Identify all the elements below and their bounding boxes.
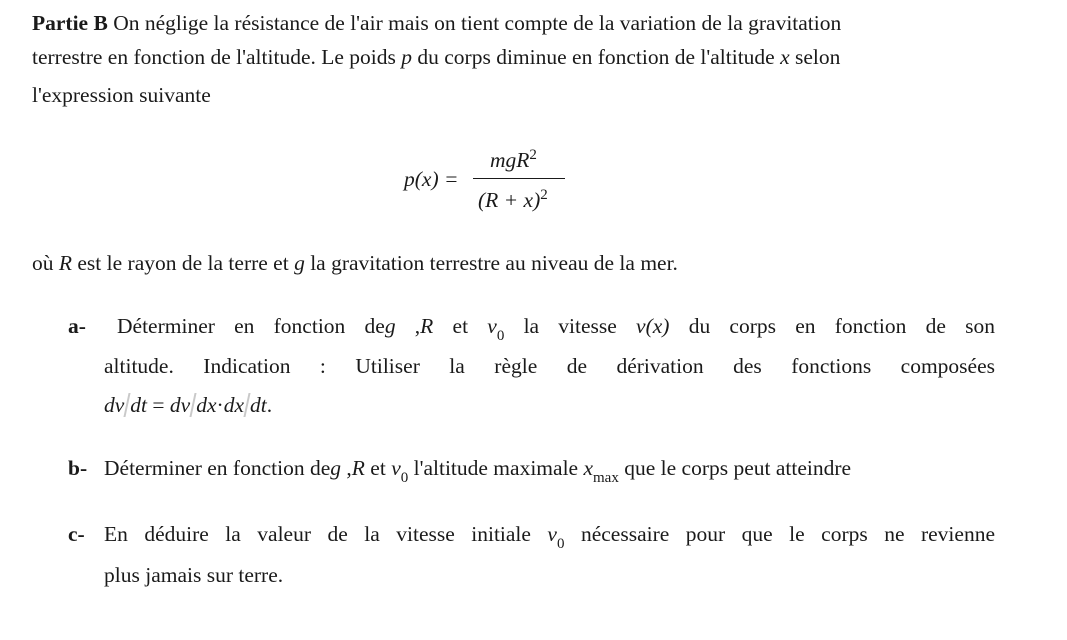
intro-line-1: Partie B On néglige la résistance de l'air mais on tient compte de la variation de la gravitation	[32, 11, 842, 35]
var-x: x	[780, 45, 790, 69]
intro-line-3: l'expression suivante	[32, 83, 211, 107]
chain-rule-formula: dv dt = dv dx·dx dt.	[104, 393, 273, 417]
item-b-label: b-	[68, 456, 88, 480]
formula-lhs: p(x) =	[404, 167, 459, 191]
formula-denominator: $(R + x)^2$	[478, 187, 548, 212]
var-g: g	[294, 251, 305, 275]
where-line: où R est le rayon de la terre et g la gravitation terrestre au niveau de la mer.	[32, 251, 678, 275]
section-heading: Partie B	[32, 11, 108, 35]
var-p: p	[401, 45, 412, 69]
item-a-label: a-	[68, 314, 86, 338]
fraction-bar	[473, 178, 565, 179]
item-c-label: c-	[68, 522, 85, 546]
item-a-line-1: Déterminer en fonction deg ,R et $v_0$ la vitesse v(x) du corps en fonction de son	[117, 314, 995, 344]
item-b-line-1: Déterminer en fonction deg ,R et $v_0$ l'altitude maximale $x_{max}$ que le corps peut atteindre	[104, 456, 852, 486]
item-c-line-1: En déduire la valeur de la vitesse initiale $v_0$ nécessaire pour que le corps ne revienne	[104, 522, 995, 552]
item-c-line-2: plus jamais sur terre.	[104, 563, 284, 587]
item-a-line-2: altitude. Indication : Utiliser la règle de dérivation des fonctions composées	[104, 354, 995, 378]
formula-numerator: mgR$^2$	[490, 147, 537, 172]
intro-line-2: terrestre en fonction de l'altitude. Le poids p du corps diminue en fonction de l'altitude x selon	[32, 45, 841, 69]
var-R: R	[58, 251, 73, 275]
